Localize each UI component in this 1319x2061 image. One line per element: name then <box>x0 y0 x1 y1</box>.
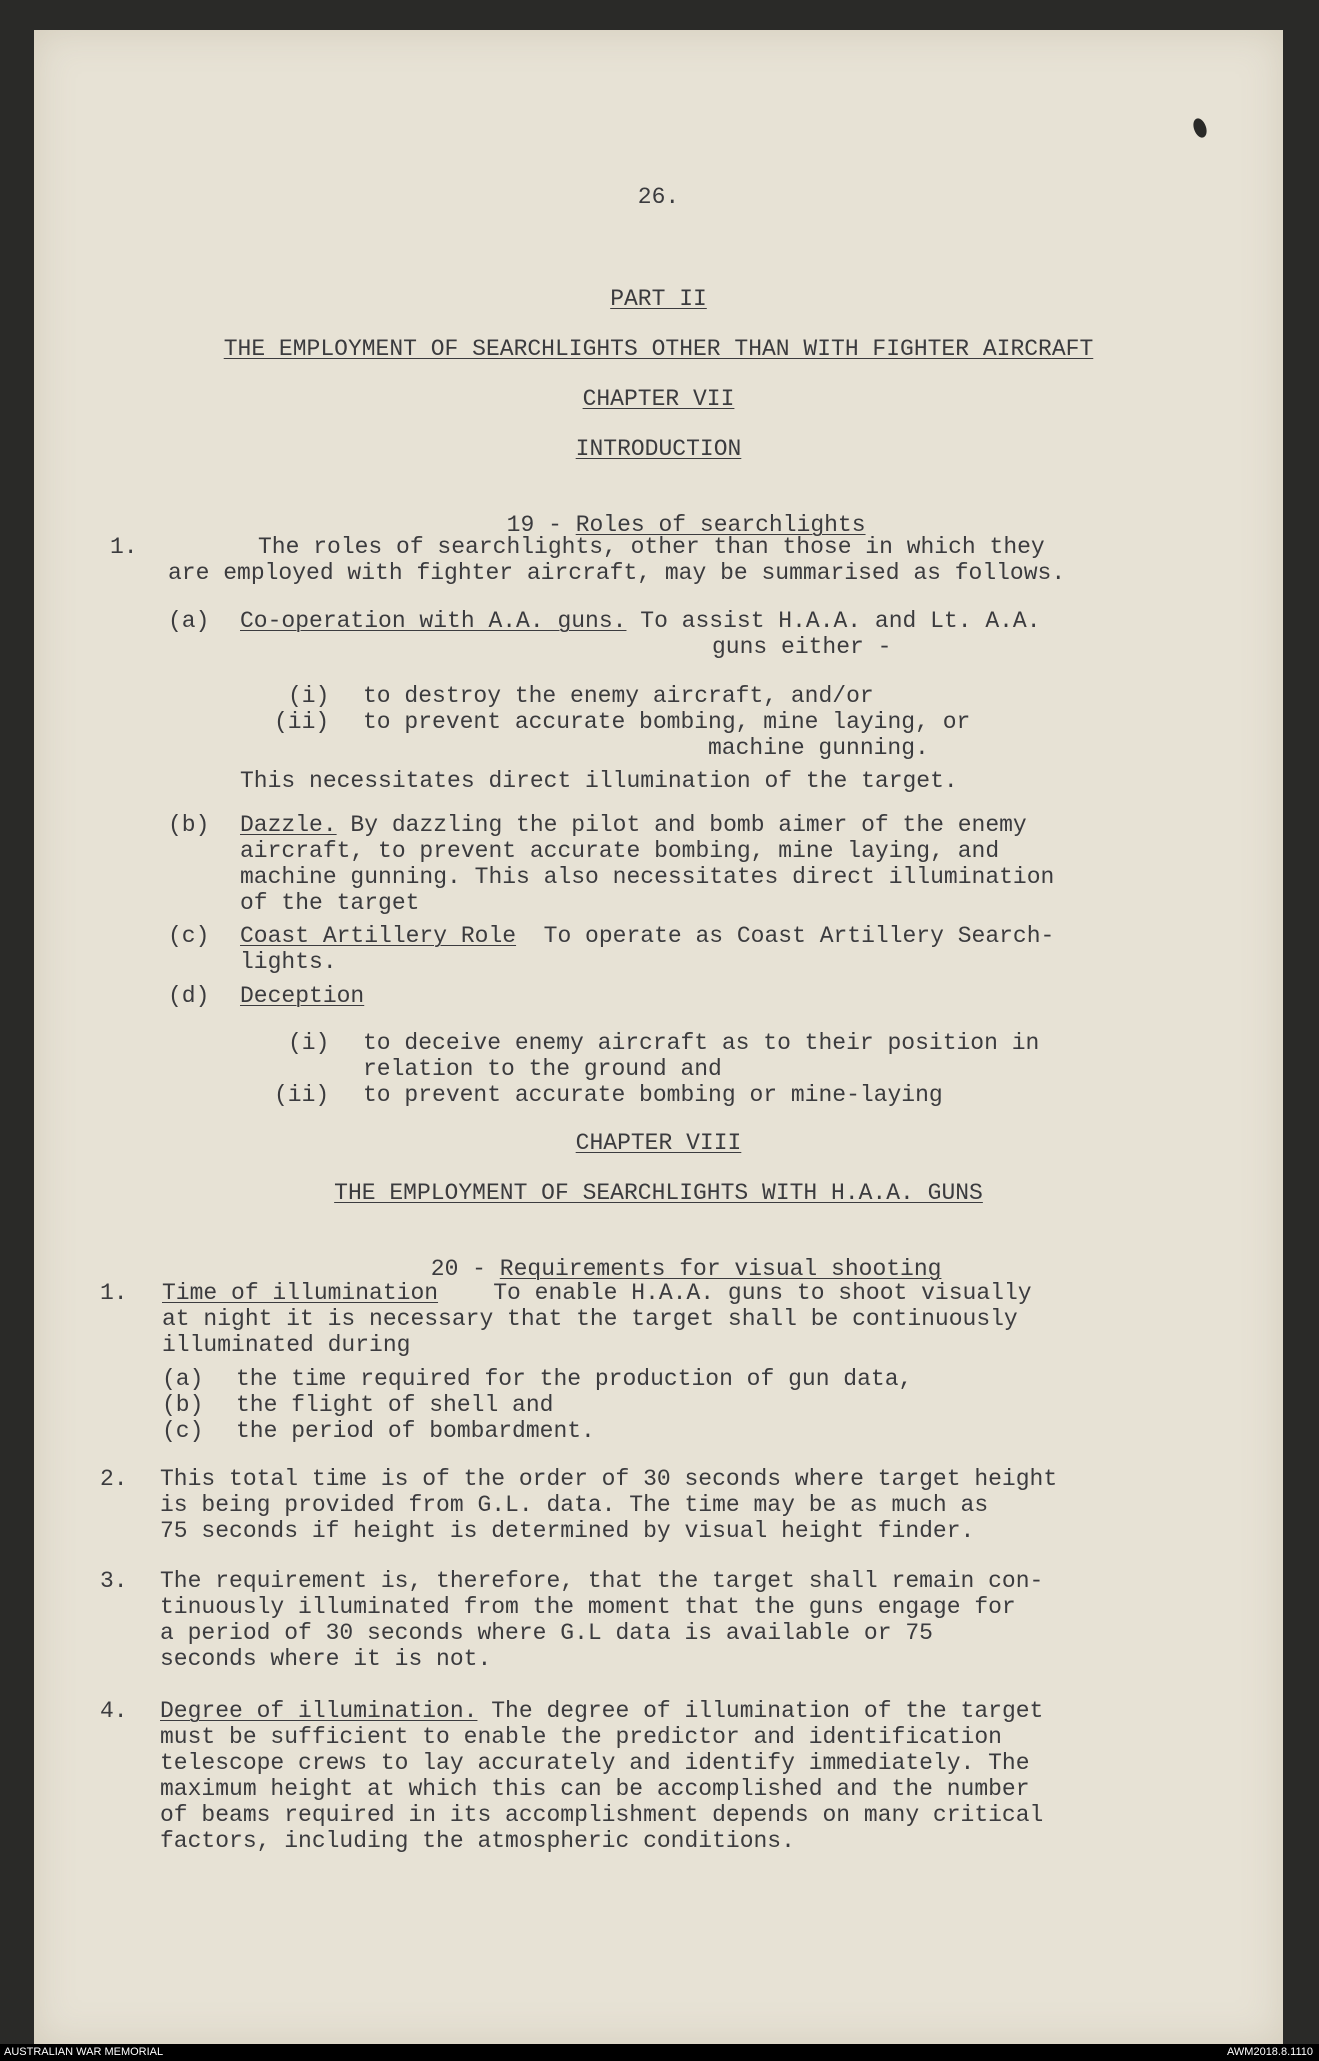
item-a-label: (a) <box>168 608 210 634</box>
item-c-title: Coast Artillery Role <box>240 923 517 949</box>
c8-para4-line6: factors, including the atmospheric conditions. <box>160 1828 795 1854</box>
c8-para1-a-label: (a) <box>162 1366 204 1392</box>
item-c-line1 <box>240 923 1054 949</box>
part-heading: PART II <box>610 286 707 312</box>
page-number: 26. <box>637 184 680 210</box>
item-d-i-text: to deceive enemy aircraft as to their position in <box>363 1030 1040 1056</box>
footer-accession-number: AWM2018.8.1110 <box>1226 2046 1313 2058</box>
c8-para4-line1 <box>160 1698 1043 1724</box>
footer-bar <box>0 2044 1319 2061</box>
c8-para1-title: Time of illumination <box>162 1280 439 1306</box>
c8-para3-line3: a period of 30 seconds where G.L data is available or 75 <box>160 1620 933 1646</box>
item-a-i-text: to destroy the enemy aircraft, and/or <box>363 683 874 709</box>
item-b-line1 <box>240 812 1027 838</box>
item-a-line2: guns either - <box>712 634 892 660</box>
c8-para1-text: To enable H.A.A. guns to shoot visually <box>438 1280 1032 1306</box>
item-c-label: (c) <box>168 923 210 949</box>
c8-para3-line1: The requirement is, therefore, that the target shall remain con- <box>160 1568 1044 1594</box>
footer-institution: AUSTRALIAN WAR MEMORIAL <box>4 2046 164 2058</box>
item-d-i-label: (i) <box>288 1030 330 1056</box>
item-d-ii-text: to prevent accurate bombing or mine-laying <box>363 1082 943 1108</box>
item-c-line2: lights. <box>240 949 337 975</box>
c8-para1-line3: illuminated during <box>162 1332 411 1358</box>
c8-para1-line1 <box>162 1280 1032 1306</box>
c8-para1-number: 1. <box>100 1280 128 1306</box>
item-c-text: To operate as Coast Artillery Search- <box>516 923 1055 949</box>
item-b-title: Dazzle. <box>240 812 337 838</box>
chapter-viii-title: THE EMPLOYMENT OF SEARCHLIGHTS WITH H.A.A. GUNS <box>334 1180 983 1206</box>
document-page <box>34 30 1283 2044</box>
item-a-text: To assist H.A.A. and Lt. A.A. <box>626 608 1041 634</box>
section-20-number: 20 - <box>430 1256 500 1282</box>
section-19-title: Roles of searchlights <box>575 512 866 538</box>
punch-hole <box>1191 117 1209 140</box>
c8-para3-number: 3. <box>100 1568 128 1594</box>
item-a-title: Co-operation with A.A. guns. <box>240 608 627 634</box>
item-d-label: (d) <box>168 983 210 1009</box>
c8-para1-line2: at night it is necessary that the target shall be continuously <box>162 1306 1018 1332</box>
section-19-number: 19 - <box>506 512 576 538</box>
c8-para4-text: The degree of illumination of the target <box>477 1698 1044 1724</box>
item-a-ii-text: to prevent accurate bombing, mine laying, or <box>363 709 971 735</box>
c8-para1-b-label: (b) <box>162 1392 204 1418</box>
para1-line2: are employed with fighter aircraft, may be summarised as follows. <box>168 560 1066 586</box>
c8-para1-c: the period of bombardment. <box>236 1418 595 1444</box>
item-b-line4: of the target <box>240 890 420 916</box>
item-b-label: (b) <box>168 812 210 838</box>
item-d-ii-label: (ii) <box>274 1082 330 1108</box>
item-b-text: By dazzling the pilot and bomb aimer of the enemy <box>336 812 1027 838</box>
c8-para3-line4: seconds where it is not. <box>160 1646 492 1672</box>
c8-para2-line2: is being provided from G.L. data. The time may be as much as <box>160 1492 989 1518</box>
section-20-title: Requirements for visual shooting <box>499 1256 942 1282</box>
part-title: THE EMPLOYMENT OF SEARCHLIGHTS OTHER THAN WITH FIGHTER AIRCRAFT <box>223 336 1094 362</box>
c8-para1-c-label: (c) <box>162 1418 204 1444</box>
c8-para4-line4: maximum height at which this can be accomplished and the number <box>160 1776 1030 1802</box>
item-a-ii-text2: machine gunning. <box>708 735 929 761</box>
c8-para3-line2: tinuously illuminated from the moment that the guns engage for <box>160 1594 1016 1620</box>
c8-para4-number: 4. <box>100 1698 128 1724</box>
introduction-heading: INTRODUCTION <box>575 436 742 462</box>
c8-para2-line1: This total time is of the order of 30 seconds where target height <box>160 1466 1058 1492</box>
c8-para1-b: the flight of shell and <box>236 1392 554 1418</box>
chapter-viii-heading: CHAPTER VIII <box>575 1130 742 1156</box>
c8-para2-number: 2. <box>100 1466 128 1492</box>
item-a-note: This necessitates direct illumination of the target. <box>240 768 958 794</box>
c8-para4-line5: of beams required in its accomplishment depends on many critical <box>160 1802 1044 1828</box>
item-b-line3: machine gunning. This also necessitates direct illumination <box>240 864 1055 890</box>
para1-line1: The roles of searchlights, other than those in which they <box>258 534 1045 560</box>
para1-number: 1. <box>110 534 138 560</box>
item-d-title: Deception <box>240 983 365 1009</box>
c8-para4-title: Degree of illumination. <box>160 1698 478 1724</box>
item-b-line2: aircraft, to prevent accurate bombing, mine laying, and <box>240 838 1000 864</box>
item-a-ii-label: (ii) <box>274 709 330 735</box>
c8-para2-line3: 75 seconds if height is determined by visual height finder. <box>160 1518 975 1544</box>
chapter-vii-heading: CHAPTER VII <box>582 386 735 412</box>
c8-para4-line2: must be sufficient to enable the predictor and identification <box>160 1724 1002 1750</box>
c8-para4-line3: telescope crews to lay accurately and identify immediately. The <box>160 1750 1030 1776</box>
item-d-i-text2: relation to the ground and <box>363 1056 722 1082</box>
c8-para1-a: the time required for the production of gun data, <box>236 1366 913 1392</box>
item-a-line1 <box>240 608 1041 634</box>
item-a-i-label: (i) <box>288 683 330 709</box>
